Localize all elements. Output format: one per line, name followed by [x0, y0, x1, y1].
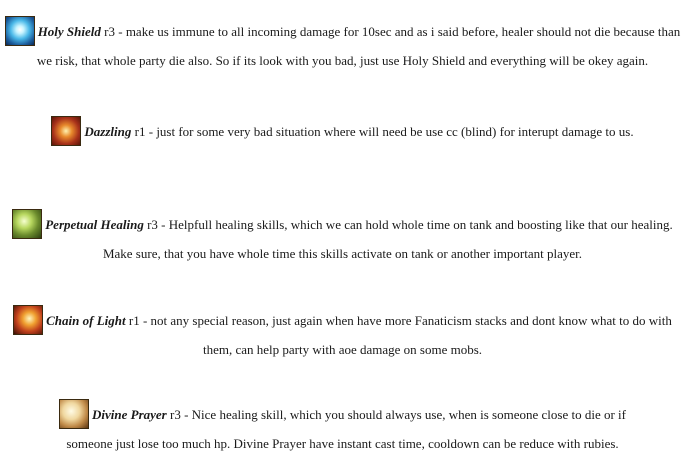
skill-name: Chain of Light	[46, 312, 126, 328]
skill-description: - not any special reason, just again when have more Fanaticism stacks and dont know what to do with	[139, 312, 672, 328]
divine-prayer-skill-icon	[59, 399, 89, 429]
skill-rank: r1	[128, 312, 140, 328]
skill-entry-perpetual-healing	[0, 211, 685, 266]
skill-rank: r3	[169, 406, 181, 422]
chain-of-light-skill-icon	[13, 305, 43, 335]
skill-description: - Nice healing skill, which you should always use, when is someone close to die or if	[180, 406, 626, 422]
skill-entry-dazzling	[0, 118, 685, 148]
skill-rank: r1	[134, 123, 146, 139]
skill-name: Holy Shield	[37, 23, 101, 39]
skill-entry-line-1	[0, 118, 685, 148]
skill-entry-line-2: we risk, that whole party die also. So if its look with you bad, just use Holy Shield and everything will be okey again.	[36, 53, 649, 68]
skill-entry-chain-of-light	[0, 307, 685, 362]
skill-name: Dazzling	[84, 123, 132, 139]
skill-entry-line-1	[0, 401, 685, 431]
skill-entry-divine-prayer	[0, 401, 685, 456]
skill-entry-line-2: them, can help party with aoe damage on some mobs.	[202, 342, 483, 357]
skill-entry-line-2: Make sure, that you have whole time this skills activate on tank or another important player.	[102, 246, 583, 261]
skill-entry-line-2: someone just lose too much hp. Divine Prayer have instant cast time, cooldown can be reduce with rubies.	[66, 436, 619, 451]
holy-shield-skill-icon	[5, 16, 35, 46]
skill-entry-holy-shield	[0, 18, 685, 73]
skill-rank: r3	[147, 216, 158, 232]
skill-entry-line-1	[0, 18, 685, 48]
skill-rank: r3	[104, 23, 115, 39]
skill-description: - just for some very bad situation where will need be use cc (blind) for interupt damage to us.	[145, 123, 634, 139]
skill-description: - Helpfull healing skills, which we can hold whole time on tank and boosting like that our healing.	[157, 216, 673, 232]
skill-entry-line-1	[0, 307, 685, 337]
skill-name: Perpetual Healing	[45, 216, 144, 232]
dazzling-skill-icon	[51, 116, 81, 146]
perpetual-healing-skill-icon	[12, 209, 42, 239]
skill-description: - make us immune to all incoming damage for 10sec and as i said before, healer should not die because than	[114, 23, 681, 39]
skill-name: Divine Prayer	[92, 406, 167, 422]
skill-entry-line-1	[0, 211, 685, 241]
